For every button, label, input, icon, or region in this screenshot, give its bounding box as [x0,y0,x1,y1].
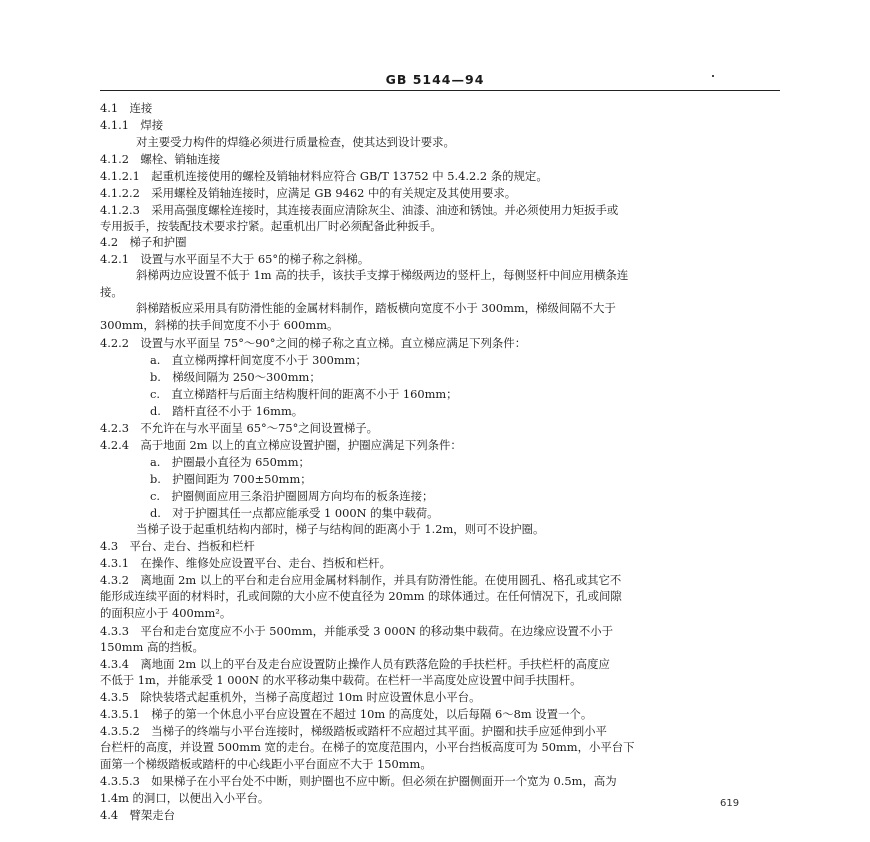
text-line: b. 梯级间隔为 250～300mm； [150,370,321,384]
text-line: b. 护圈间距为 700±50mm； [150,472,312,486]
text-line: 1.4m 的洞口，以便出入小平台。 [100,791,270,805]
text-line: 4.2.3 不允许在与水平面呈 65°～75°之间设置梯子。 [100,421,379,435]
text-line: 4.2.1 设置与水平面呈不大于 65°的梯子称之斜梯。 [100,252,370,266]
text-line: 能形成连续平面的材料时，孔或间隙的大小应不使直径为 20mm 的球体通过。在任何情况下，孔或间隙 [100,589,622,603]
text-line: 4.4 臂架走台 [100,808,176,822]
text-line: 4.1.1 焊接 [100,118,164,132]
text-line: 斜梯踏板应采用具有防滑性能的金属材料制作，踏板横向宽度不小于 300mm，梯级间隔不大于 [136,301,616,315]
text-line: 4.2 梯子和护圈 [100,235,187,249]
text-line: 的面积应小于 400mm²。 [100,606,232,620]
text-line: 对主要受力构件的焊缝必须进行质量检查，使其达到设计要求。 [136,135,455,149]
text-line: 4.3.1 在操作、维修处应设置平台、走台、挡板和栏杆。 [100,556,391,570]
text-line: a. 护圈最小直径为 650mm； [150,455,310,469]
text-line: 不低于 1m，并能承受 1 000N 的水平移动集中载荷。在栏杆一半高度处应设置中间手扶围杆。 [100,673,582,687]
text-line: 4.3.5 除快装塔式起重机外，当梯子高度超过 10m 时应设置休息小平台。 [100,690,481,704]
text-line: 4.2.2 设置与水平面呈 75°～90°之间的梯子称之直立梯。直立梯应满足下列条件： [100,336,527,350]
text-line: 4.1.2.1 起重机连接使用的螺栓及销轴材料应符合 GB/T 13752 中 5.4.2.2 条的规定。 [100,169,548,183]
text-line: 4.3.5.2 当梯子的终端与小平台连接时，梯级踏板或踏杆不应超过其平面。护圈和扶手应延伸到小平 [100,724,607,738]
text-line: 专用扳手，按装配技术要求拧紧。起重机出厂时必须配备此种扳手。 [100,219,442,233]
text-line: 当梯子设于起重机结构内部时，梯子与结构间的距离小于 1.2m，则可不设护圈。 [136,522,545,536]
text-line: 300mm，斜梯的扶手间宽度不小于 600mm。 [100,318,339,332]
text-line: 150mm 高的挡板。 [100,640,204,654]
text-line: 面第一个梯级踏板或踏杆的中心线距小平台面应不大于 150mm。 [100,757,432,771]
text-line: 4.3.4 离地面 2m 以上的平台及走台应设置防止操作人员有跌落危险的手扶栏杆。手扶栏杆的高度应 [100,657,610,671]
text-line: 4.1.2 螺栓、销轴连接 [100,152,221,166]
text-line: d. 对于护圈其任一点都应能承受 1 000N 的集中载荷。 [150,506,439,520]
text-line: 台栏杆的高度，并设置 500mm 宽的走台。在梯子的宽度范围内，小平台挡板高度可为 50mm，小平台下 [100,740,635,754]
text-line: a. 直立梯两撑杆间宽度不小于 300mm； [150,353,367,367]
text-line: 4.3.2 离地面 2m 以上的平台和走台应用金属材料制作，并具有防滑性能。在使用圆孔、格孔或其它不 [100,573,622,587]
standard-header: GB 5144—94 [385,72,485,87]
header-rule [100,90,780,91]
text-line: 4.2.4 高于地面 2m 以上的直立梯应设置护圈，护圈应满足下列条件： [100,438,462,452]
text-line: 斜梯两边应设置不低于 1m 高的扶手，该扶手支撑于梯级两边的竖杆上，每侧竖杆中间应用横条连 [136,268,629,282]
text-line: 4.1 连接 [100,101,153,115]
text-line: 4.1.2.3 采用高强度螺栓连接时，其连接表面应清除灰尘、油漆、油迹和锈蚀。并必须使用力矩扳手或 [100,203,619,217]
text-line: 4.3.5.1 梯子的第一个休息小平台应设置在不超过 10m 的高度处，以后每隔 6～8m 设置一个。 [100,707,593,721]
text-line: c. 直立梯踏杆与后面主结构腹杆间的距离不小于 160mm； [150,387,458,401]
text-line: 4.3 平台、走台、挡板和栏杆 [100,539,255,553]
text-line: 4.3.5.3 如果梯子在小平台处不中断，则护圈也不应中断。但必须在护圈侧面开一个宽为 0.5m，高为 [100,774,617,788]
text-line: 4.3.3 平台和走台宽度应不小于 500mm，并能承受 3 000N 的移动集中载荷。在边缘应设置不小于 [100,624,614,638]
speck-mark [712,75,714,77]
page-number: 619 [720,798,740,809]
text-line: 接。 [100,285,123,299]
text-line: c. 护圈侧面应用三条沿护圈圆周方向均布的板条连接； [150,489,434,503]
text-line: d. 踏杆直径不小于 16mm。 [150,404,304,418]
text-line: 4.1.2.2 采用螺栓及销轴连接时，应满足 GB 9462 中的有关规定及其使用要求。 [100,186,517,200]
